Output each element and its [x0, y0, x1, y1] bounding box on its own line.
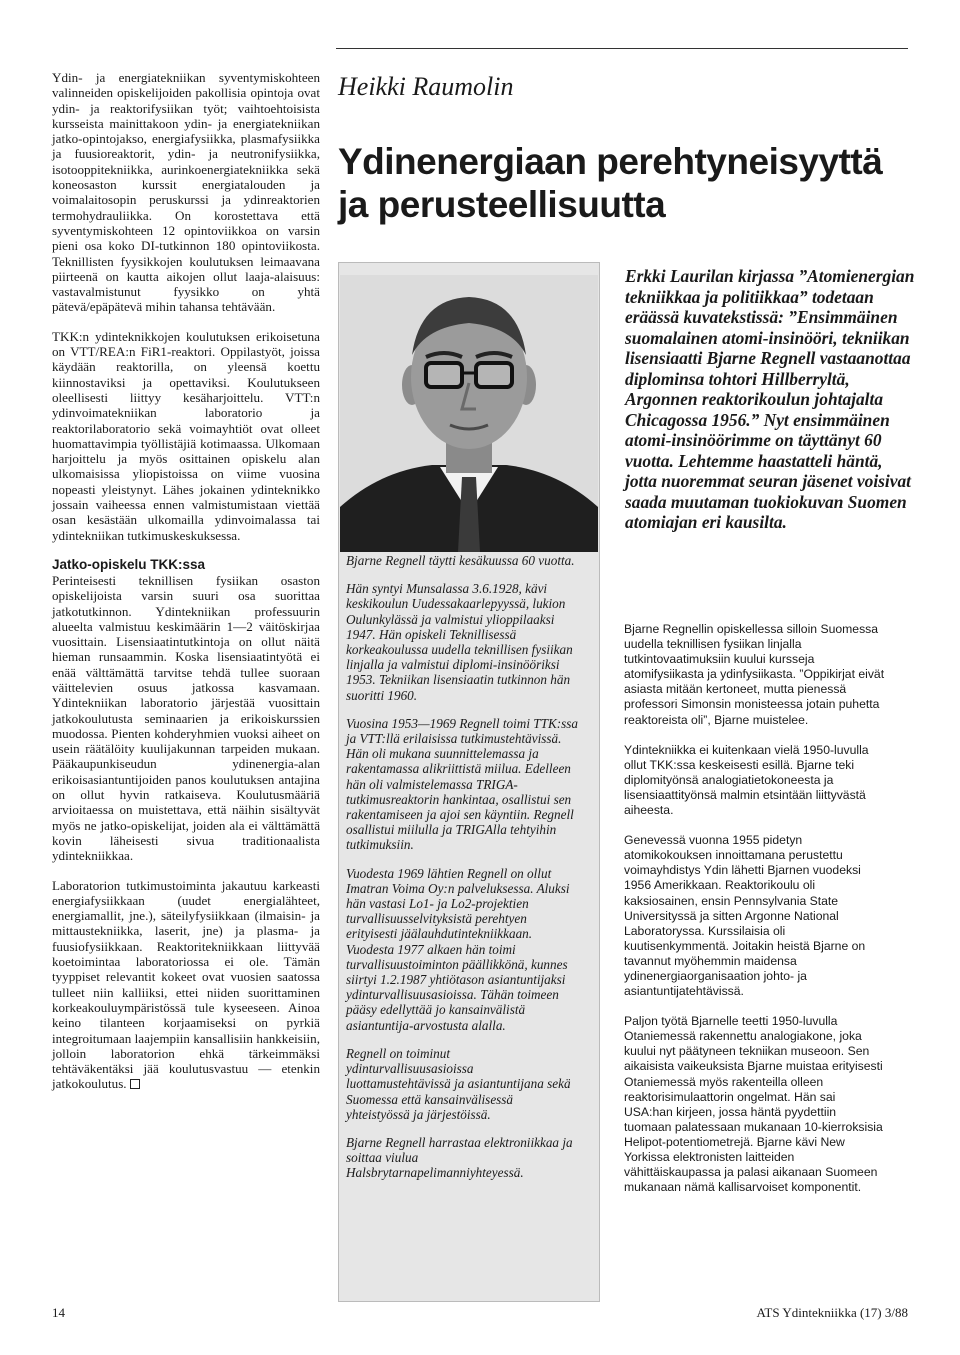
portrait-illustration [340, 275, 598, 552]
sidebar-paragraph-6: Bjarne Regnell harrastaa elektroniikkaa ja soittaa viulua Halsbrytarnapelimanniyhteyessä. [346, 1134, 573, 1181]
article-lede: Erkki Laurilan kirjassa ”Atomienergian tekniikkaa ja politiikkaa” todetaan eräässä kuvatekstissä: ”Ensimmäinen suomalainen atomi-insinööri, tekniikan lisensiaatti Bjarne Regnell vastaanottaa diplominsa tohtori Hillberryltä, Argonnen reaktorikoulun johtajalta Chicagossa 1956.” Nyt ensimmäinen atomi-insinöörimme on täyttänyt 60 vuotta. Lehtemme haastatteli häntä, jotta nuoremmat seuran jäsenet voisivat saada muutaman tuokiokuvan Suomen atomiajan eri kausilta. [625, 266, 915, 532]
left-paragraph-3: Perinteisesti teknillisen fysiikan osaston opiskelijoista varsin suuri osa suorittaa jatkotutkinnon. Ydintekniikan professuurin alueelta valmistuu keskimäärin 1—2 väitöskirjaa vuosittain. Lisensiaatintutkintoja on ollut näitä hieman runsaammin. Koska lisensiaatintyötä ei enää välttämättä tarvitse tehdä tullee suoraan väittelevien osuus jatkossa kasvamaan. Ydintekniikan laboratorio järjestää vuosittain jatkokoulutusta seminaarien ja erikoiskurssien muodossa. Pienten kohderyhmien vuoksi aiheet on usein räätälöity kuulijakunnan tarpeiden mukaan. Pääkaupunkiseudun ydinenergia-alan erikoisasiantuntijoiden panos koulutuksen antajina on ollut hyvin ratkaiseva. Koulutusmääriä arvioitaessa on muistettava, että näihin sisältyvät myös ne jatko-opiskelijat, joiden ala ei välttämättä kovin läheisesti sivua traditionaalista ydintekniikkaa. [52, 572, 320, 864]
left-paragraph-4-text: Laboratorion tutkimustoiminta jakautuu karkeasti energiafysiikkaan (uudet energialähteet, energiamallit, jne.), säteilyfysiikkaan (ilmaisin- ja mittaustekniikka, laserit, jne) ja plasma- ja fuusiofysiikkaan. Reaktoritekniikkaan liittyvää koetoimintaa laboratoriossa ei ole. Tämän tyyppiset relevantit kokeet ovat vuosien saatossa tulleet niin kalliiksi, ettei niiden suorittaminen korkeakouluympäristössä tule kyseeseen. Ainoa keino tilanteen korjaamiseksi on pyrkiä integroitumaan laajempiin kansallisiin hankkeisiin, jolloin laboratorion ehkä tärkeimmäksi tehtäväkentäksi jää koulutusvastuu — etenkin jatkokoulutus. [52, 877, 320, 1092]
portrait-photo [340, 275, 598, 552]
right-paragraph-3: Genevessä vuonna 1955 pidetyn atomikokouksen innoittamana perustettu voimayhdistys Ydin lähetti Bjarnen vuodeksi 1956 Amerikkaan. Reaktorikoulu oli kaksiosainen, ensin Pennsylvania State Universityssä ja sitten Argonne National Laboratoryssa. Kurssilaisia oli kuutisenkymmentä. Joitakin heistä Bjarne on tavannut myöhemmin maidensa ydinenergiaorganisaation johto- ja asiantuntijatehtävissä. [624, 833, 866, 999]
sidebar-paragraph-2: Hän syntyi Munsalassa 3.6.1928, kävi keskikoulun Uudessakaarlepyyssä, lukion Oulunkylässä ja valmistui ylioppilaaksi 1947. Hän opiskeli Teknillisessä korkeakoulussa uudella teknillisen fysiikan linjalla ja valmistui diplomi-insinööriksi 1953. Tekniikan lisensiaatin tutkinnon hän suoritti 1960. [346, 581, 573, 703]
right-paragraph-1: Bjarne Regnellin opiskellessa silloin Suomessa uudella teknillisen fysiikan linjalla tutkintovaatimuksiin kuului kursseja atomifysiikasta ja ydinfysiikasta. ”Oppikirjat eivät asiasta mitään kertoneet, mutta pienessä professori Simonsin monisteessa jotain puhetta reaktoreista oli”, Bjarne muistelee. [624, 622, 885, 727]
right-paragraph-4: Paljon työtä Bjarnelle teetti 1950-luvulla Otaniemessä rakennettu analogiakone, joka kuului nyt päätyneen tekniikan museoon. Sen aikaisista vaikeuksista Bjarne muistaa erityisesti Otaniemessä myös rakenteilla olleen reaktorisimulaattorin ongelmat. Hän sai USA:han kirjeen, jossa häntä pyydettiin tuomaan palatessaan mukanaan 10-kierroksisia Helipot-potentiometrejä. Bjarne kävi New Yorkissa elektronisten laitteiden vähittäiskaupassa ja palasi aikanaan Suomeen mukanaan nämä kallisarvoiset komponentit. [624, 1014, 883, 1195]
sidebar-paragraph-3: Vuosina 1953—1969 Regnell toimi TTK:ssa ja VTT:llä erilaisissa tutkimustehtävissä. Hän oli mukana suunnittelemassa ja rakentamassa alikriittistä miilua. Edelleen hän oli valmistelemassa TRIGA-tutkimusreaktorin hankintaa, osallistui sen rakentamiseen ja ajoi sen käyntiin. Regnell osallistui miilulla ja TRIGAlla tehtyihin tutkimuksiin. [346, 715, 579, 853]
sidebar-paragraph-1: Bjarne Regnell täytti kesäkuussa 60 vuotta. [346, 553, 575, 568]
author-name: Heikki Raumolin [338, 72, 514, 101]
section-heading: Jatko-opiskelu TKK:ssa [52, 556, 206, 572]
right-column [624, 622, 886, 1210]
sidebar-paragraph-4: Vuodesta 1969 lähtien Regnell on ollut Imatran Voima Oy:n palveluksessa. Aluksi hän vastasi Lo1- ja Lo2-projektien turvallisuusselvityksistä perehtyen erityisesti jäälauhdutintekniikkaan. Vuodesta 1977 alkaen hän toimi turvallisuustoiminton päällikkönä, kunnes siirtyi 1.2.1987 yhtiötason asiantuntijaksi ydinturvallisuusasioissa. Tähän toimeen pääsy edellyttää jo kansainvälistä asiantuntija-arvostusta alalla. [346, 865, 570, 1033]
top-rule [336, 48, 908, 49]
journal-info: ATS Ydintekniikka (17) 3/88 [756, 1305, 908, 1320]
page-number: 14 [52, 1305, 65, 1320]
left-paragraph-1: Ydin- ja energiatekniikan syventymiskohteen valinneiden opiskelijoiden pakollisia opintoja ovat ydin- ja reaktorifysiikan työt; vaihtoehtoisista kursseista mainittakoon ydin- ja energiatekniikan jatko-opintojakso, energiafysiikka, plasmafysiikka ja fuusioreaktorit, ydin- ja neutronifysiikka, isotooppitekniikka, aurinkoenergiatekniikka sekä koneosaston kurssit energiatalouden ja voimalaitosopin peruskurssi ja ydinreaktorien termohydrauliikka. On korostettava että syventymiskohteen 12 opintoviikkoa on varsin pieni osa koko DI-tutkinnon 180 opintoviikosta. Teknillisten fyysikkojen koulutuksen leimaavana piirteenä on kautta aikojen ollut laaja-alaisuus: vastavalmistunut fyysikko on yhtä pätevä/epäpätevä mihin tahansa tehtävään. [52, 70, 320, 315]
left-column [52, 70, 320, 1106]
sidebar-text [346, 553, 580, 1194]
sidebar-paragraph-5: Regnell on toiminut ydinturvallisuusasioissa luottamustehtävissä ja asiantuntijana sekä Suomessa että kansainvälisessä yhteistyössä ja järjestöissä. [346, 1045, 571, 1122]
article-headline: Ydinenergiaan perehtyneisyyttä ja perusteellisuutta [338, 141, 883, 225]
right-paragraph-2: Ydintekniikka ei kuitenkaan vielä 1950-luvulla ollut TKK:ssa keskeisesti esillä. Bjarne teki diplomityönsä analogiatietokoneesta ja lisensiaattityönsä malmin etsintään liittyvästä aiheesta. [624, 742, 869, 818]
end-mark-icon [130, 1079, 140, 1089]
left-paragraph-4 [52, 878, 320, 1092]
left-paragraph-2: TKK:n ydinteknikkojen koulutuksen erikoisetuna on VTT/REA:n FiR1-reaktori. Oppilastyöt, joissa käydään reaktorilla, on yleensä koettu kiinnostaviksi ja opettaviksi. Koulutukseen oleellisesti liittyy kesäharjoittelu. VTT:n ydinvoimatekniikan laboratorio ja reaktorilaboratorio sekä voimayhtiöt ovat olleet huomattavimpia työllistäjiä kotimaassa. Ulkomaan harjoittelu ja myös osittainen opiskelu alan ulkomaisissa yliopistoissa on viime vuosina nopeasti yleistynyt. Lähes jokainen ydinteknikko jossain vaiheessa ennen valmistumistaan viettää osan kesästään ulkomailla ydinvoimalassa tai ydintekniikan tutkimuskeskuksessa. [52, 328, 320, 543]
